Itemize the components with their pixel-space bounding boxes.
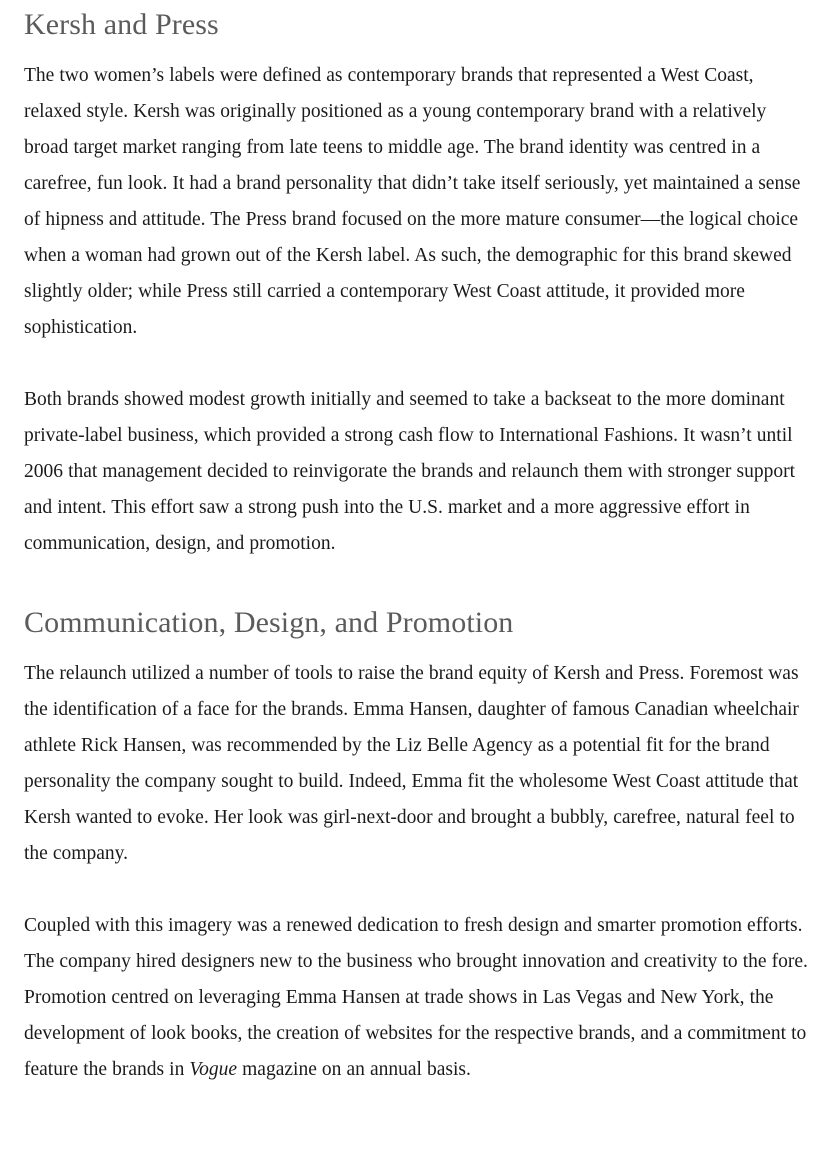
page-title: Kersh and Press xyxy=(24,8,219,41)
section-communication-design-and-promotion xyxy=(24,604,810,1088)
magazine-title-italic: Vogue xyxy=(189,1059,238,1080)
section-heading: Communication, Design, and Promotion xyxy=(24,606,514,639)
section-kersh-and-press xyxy=(24,6,810,562)
paragraph-group xyxy=(24,58,810,562)
body-paragraph: Both brands showed modest growth initially and seemed to take a backseat to the more dominant private-label business, which provided a strong cash flow to International Fashions. It wasn’t until 2006 that management decided to reinvigorate the brands and relaunch them with stronger support and intent. This effort saw a strong push into the U.S. market and a more aggressive effort in communication, design, and promotion. xyxy=(24,389,795,554)
body-paragraph-with-italic xyxy=(24,908,810,1088)
body-paragraph: The relaunch utilized a number of tools to raise the brand equity of Kersh and Press. Foremost was the identification of a face for the brands. Emma Hansen, daughter of famous Canadian wheelchair athlete Rick Hansen, was recommended by the Liz Belle Agency as a potential fit for the brand personality the company sought to build. Indeed, Emma fit the wholesome West Coast attitude that Kersh wanted to evoke. Her look was girl-next-door and brought a bubbly, carefree, natural feel to the company. xyxy=(24,663,799,864)
paragraph-group xyxy=(24,656,810,1088)
body-paragraph: The two women’s labels were defined as contemporary brands that represented a West Coast, relaxed style. Kersh was originally positioned as a young contemporary brand with a relatively broad target market ranging from late teens to middle age. The brand identity was centred in a carefree, fun look. It had a brand personality that didn’t take itself seriously, yet maintained a sense of hipness and attitude. The Press brand focused on the more mature consumer—the logical choice when a woman had grown out of the Kersh label. As such, the demographic for this brand skewed slightly older; while Press still carried a contemporary West Coast attitude, it provided more sophistication. xyxy=(24,65,801,338)
paragraph-text-after-italic: magazine on an annual basis. xyxy=(237,1059,471,1080)
paragraph-text-before-italic: Coupled with this imagery was a renewed dedication to fresh design and smarter promotion efforts. The company hired designers new to the business who brought innovation and creativity to the fore. Promotion centred on leveraging Emma Hansen at trade shows in Las Vegas and New York, the development of look books, the creation of websites for the respective brands, and a commitment to feature the brands in xyxy=(24,915,808,1080)
